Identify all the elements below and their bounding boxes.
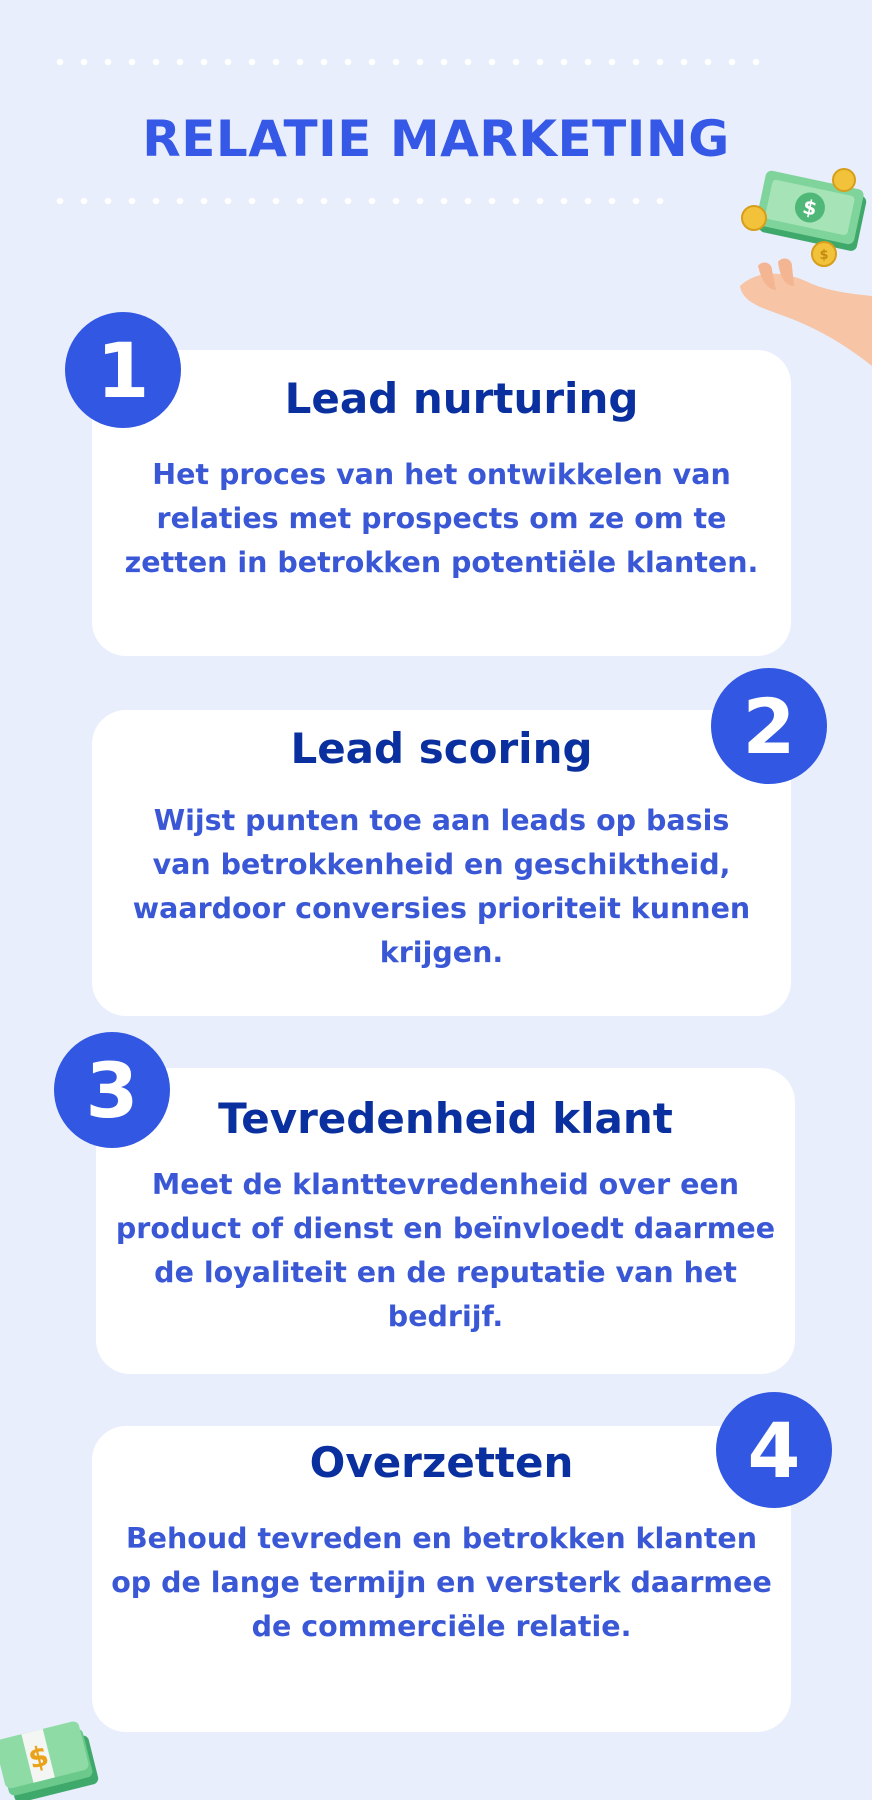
page-title: RELATIE MARKETING — [142, 110, 730, 168]
step-heading: Lead nurturing — [284, 374, 639, 423]
step-number-badge-2: 2 — [711, 668, 827, 784]
step-card-1 — [92, 350, 791, 656]
step-number-badge-4: 4 — [716, 1392, 832, 1508]
step-description: Meet de klanttevredenheid over een product of dienst en beïnvloedt daarmee de loyaliteit en de reputatie van het bedrijf. — [115, 1168, 776, 1333]
step-heading: Tevredenheid klant — [218, 1094, 673, 1143]
step-number-badge-1: 1 — [65, 312, 181, 428]
step-description: Het proces van het ontwikkelen van relaties met prospects om ze om te zetten in betrokken potentiële klanten. — [124, 458, 759, 579]
step-card-4 — [92, 1426, 791, 1732]
step-number-badge-3: 3 — [54, 1032, 170, 1148]
step-description: Wijst punten toe aan leads op basis van betrokkenheid en geschiktheid, waardoor conversies prioriteit kunnen krijgen. — [132, 804, 751, 969]
step-card-2 — [92, 710, 791, 1016]
step-description: Behoud tevreden en betrokken klanten op de lange termijn en versterk daarmee de commerciële relatie. — [111, 1522, 772, 1643]
hand-holding-money-icon — [732, 166, 872, 366]
svg-text:$: $ — [800, 194, 820, 221]
svg-text:$: $ — [819, 248, 829, 263]
cash-stack-icon — [0, 1716, 100, 1800]
svg-text:$: $ — [25, 1738, 52, 1776]
step-heading: Lead scoring — [290, 724, 593, 773]
step-card-3 — [96, 1068, 795, 1374]
step-heading: Overzetten — [309, 1438, 574, 1487]
top-dotted-divider — [48, 58, 768, 66]
bottom-dotted-divider — [48, 197, 672, 205]
